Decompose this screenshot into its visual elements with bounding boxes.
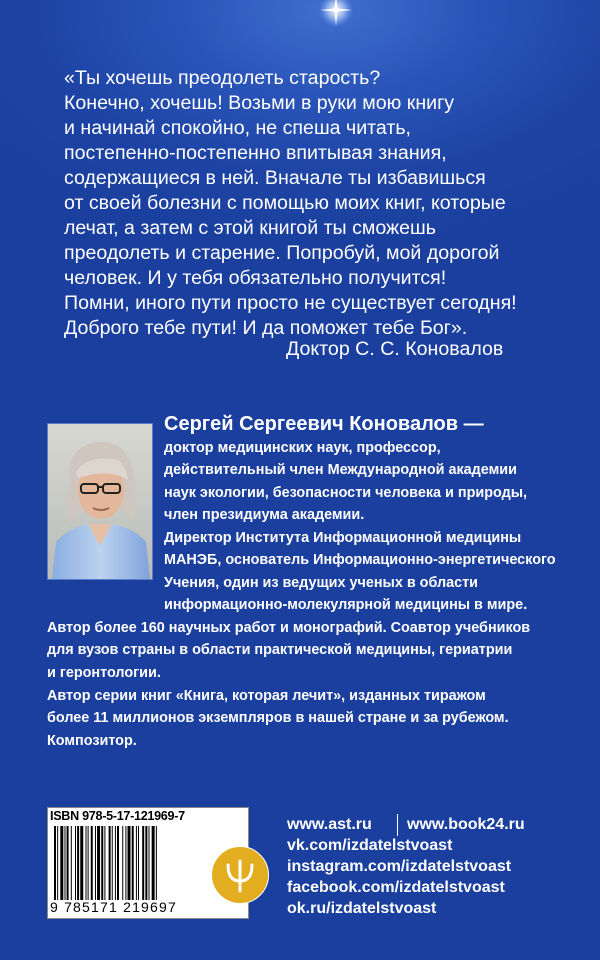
quote-line: Помни, иного пути просто не существует сегодня! bbox=[64, 292, 517, 314]
bio-line: Учения, один из ведущих ученых в области bbox=[164, 575, 479, 591]
author-name: Сергей Сергеевич Коновалов — bbox=[164, 413, 484, 435]
link-ast[interactable]: www.ast.ru bbox=[287, 816, 372, 833]
barcode-bar bbox=[125, 826, 126, 900]
link-instagram[interactable]: instagram.com/izdatelstvoast bbox=[287, 858, 512, 875]
barcode-bar bbox=[67, 826, 69, 900]
barcode-bar bbox=[101, 826, 103, 900]
barcode-bar bbox=[152, 826, 155, 900]
barcode-bar bbox=[122, 826, 123, 900]
bio-line: Автор более 160 научных работ и монографий. Соавтор учебников bbox=[47, 620, 531, 636]
link-separator bbox=[397, 814, 398, 836]
link-vk[interactable]: vk.com/izdatelstvoast bbox=[287, 837, 453, 854]
barcode-bar bbox=[117, 826, 119, 900]
bio-line: более 11 миллионов экземпляров в нашей стране и за рубежом. bbox=[47, 710, 509, 726]
barcode-bar bbox=[57, 826, 58, 900]
barcode-bar bbox=[71, 826, 72, 900]
quote-line: преодолеть и старение. Попробуй, мой дорогой bbox=[64, 242, 500, 264]
barcode-bar bbox=[136, 826, 137, 900]
barcode-bar bbox=[104, 826, 105, 900]
bio-line: Композитор. bbox=[47, 733, 137, 749]
publisher-logo bbox=[211, 846, 269, 904]
barcode-bar bbox=[95, 826, 96, 900]
barcode-bar bbox=[115, 826, 116, 900]
barcode-bar bbox=[149, 826, 150, 900]
bio-line: член президиума академии. bbox=[164, 507, 365, 523]
barcode-bar bbox=[54, 826, 56, 900]
barcode-digits: 9 785171 219697 bbox=[50, 899, 177, 915]
barcode-bar bbox=[60, 826, 63, 900]
bio-line: наук экологии, безопасности человека и природы, bbox=[164, 485, 528, 501]
quote-line: Конечно, хочешь! Возьми в руки мою книгу bbox=[64, 92, 455, 114]
bio-line: МАНЭБ, основатель Информационно-энергетического bbox=[164, 552, 556, 568]
bio-line: для вузов страны в области практической медицины, гериатрии bbox=[47, 642, 513, 658]
barcode-bar bbox=[132, 826, 134, 900]
author-photo bbox=[47, 423, 153, 580]
barcode-bar bbox=[112, 826, 113, 900]
quote-line: и начинай спокойно, не спеша читать, bbox=[64, 117, 412, 139]
barcode-bar bbox=[128, 826, 131, 900]
quote-signature: Доктор С. С. Коновалов bbox=[286, 338, 504, 360]
quote-line: от своей болезни с помощью моих книг, которые bbox=[64, 192, 506, 214]
psi-icon bbox=[212, 847, 268, 903]
link-book24[interactable]: www.book24.ru bbox=[407, 816, 525, 833]
barcode-bar bbox=[142, 826, 144, 900]
quote-line: постепенно-постепенно впитывая знания, bbox=[64, 142, 447, 164]
bio-line: действительный член Международной академии bbox=[164, 462, 517, 478]
barcode-bar bbox=[138, 826, 139, 900]
barcode-bar bbox=[91, 826, 93, 900]
barcode-bar bbox=[156, 826, 157, 900]
barcode-bar bbox=[80, 826, 83, 900]
quote-line: Доброго тебе пути! И да поможет тебе Бог». bbox=[64, 317, 468, 339]
barcode-bar bbox=[109, 826, 111, 900]
bio-line: информационно-молекулярной медицины в мире. bbox=[164, 597, 528, 613]
barcode-bar bbox=[77, 826, 79, 900]
isbn-number: ISBN 978-5-17-121969-7 bbox=[50, 809, 185, 823]
barcode-bar bbox=[86, 826, 87, 900]
barcode-bar bbox=[97, 826, 100, 900]
bio-line: и геронтологии. bbox=[47, 665, 161, 681]
bio-line: доктор медицинских наук, профессор, bbox=[164, 440, 441, 456]
bio-line: Автор серии книг «Книга, которая лечит», изданных тиражом bbox=[47, 688, 486, 704]
link-ok[interactable]: ok.ru/izdatelstvoast bbox=[287, 900, 437, 917]
quote-line: лечат, а затем с этой книгой ты сможешь bbox=[64, 217, 436, 239]
barcode-bar bbox=[65, 826, 66, 900]
barcode-bar bbox=[88, 826, 89, 900]
quote-line: человек. И у тебя обязательно получится! bbox=[64, 267, 447, 289]
quote-line: содержащиеся в ней. Вначале ты избавишься bbox=[64, 167, 486, 189]
barcode-bar bbox=[145, 826, 147, 900]
barcode-bar bbox=[75, 826, 76, 900]
link-facebook[interactable]: facebook.com/izdatelstvoast bbox=[287, 879, 505, 896]
author-quote bbox=[64, 66, 584, 341]
bio-line: Директор Института Информационной медицины bbox=[164, 530, 522, 546]
quote-line: «Ты хочешь преодолеть старость? bbox=[64, 67, 381, 89]
sparkle-icon bbox=[318, 0, 354, 28]
